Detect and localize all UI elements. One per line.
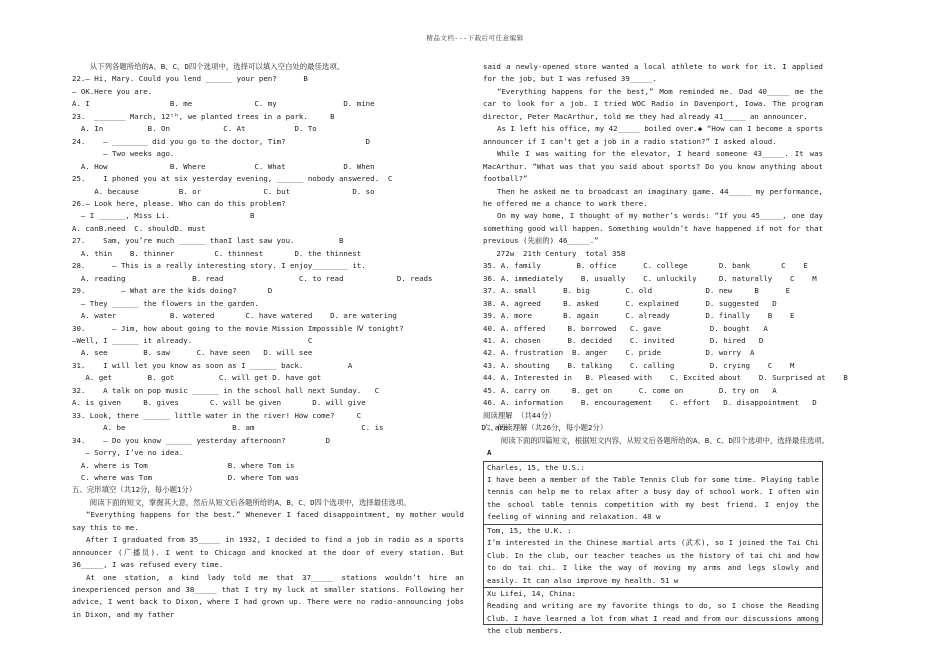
cloze-paragraph: As I left his office, my 42_____ boiled over.◆ “How can I become a sports announcer if I can’t get a job in a radio station?” I asked aloud. [483, 124, 823, 146]
question-line: — Two weeks ago. [72, 149, 175, 159]
right-column [483, 61, 848, 636]
option-line: 38. A. agreed B. asked C. explained D. suggested D [483, 298, 777, 308]
cloze-paragraph: said a newly-opened store wanted a local athlete to work for it. I applied for the job, but I was refused 39_____. [483, 62, 823, 84]
question-line: — They ______ the flowers in the garden. [72, 298, 259, 308]
entry-text: Reading and writing are my favorite things to do, so I chose the Reading Club. I have learned a lot from what I read and from our discussions among the club members. [487, 601, 819, 636]
source-note: 272w 21th Century total 358 [483, 248, 626, 258]
option-line: 43. A. shouting B. talking C. calling D. crying C M [483, 360, 795, 370]
option-line: 36. A. immediately B. usually C. unluckily D. naturally C M [483, 273, 817, 283]
question-line: C. where was Tom D. where Tom was [72, 472, 299, 482]
entry-author: Tom, 15, the U.K. : [487, 525, 572, 535]
cloze-paragraph: “Everything happens for the best.” Whenever I faced disappointment, my mother would say this to me. [72, 510, 464, 532]
cloze-paragraph: After I graduated from 35_____ in 1932, I decided to find a job in radio as a sports announcer (广播员). I went to Chicago and knocked at the door of every station. But 36_____, I was refused every time. [72, 535, 464, 570]
option-list [483, 260, 848, 409]
entry-author: Charles, 15, the U.S.: [487, 462, 585, 472]
section-six-title: 六、阅读理解（共26分，每小题2分） [483, 423, 608, 433]
instruction-line: 从下列各题所给的A、B、C、D四个选项中，选择可以填入空白处的最佳选项。 [72, 62, 345, 71]
left-column [72, 61, 509, 621]
section-five-instruction: 阅读下面的短文，掌握其大意，然后从短文后各题所给的A、B、C、D四个选项中，选择最佳选项。 [72, 497, 411, 507]
question-line: 28. — This is a really interesting story. I enjoy________ it. [72, 261, 366, 271]
option-line: 44. A. Interested in B. Pleased with C. Excited about D. Surprised at B [483, 373, 848, 383]
question-line: 31. I will let you know as soon as I ______ back. A [72, 360, 353, 370]
question-line: — Sorry, I’ve no idea. [72, 448, 184, 458]
reading-passage-box [483, 461, 823, 636]
question-line: 30. — Jim, how about going to the movie Mission Impossible Ⅳ tonight? [72, 323, 404, 333]
question-line: A. is given B. gives C. will be given D. will give [72, 398, 366, 408]
passage-entry [484, 587, 822, 636]
question-line: 33. Look, there ______ little water in the river! How come? C [72, 410, 362, 420]
question-line: — OK.Here you are. [72, 86, 153, 96]
cloze-paragraph: “Everything happens for the best,” Mom reminded me. Dad 40_____ me the car to look for a job. I tried WOC Radio in Davenport, Iowa. The program director, Peter MacArthur, told me they had already 41_____ an announcer. [483, 86, 823, 121]
reading-label: 阅读理解 （共44分） [483, 410, 556, 420]
question-line: A. I B. me C. my D. mine [72, 99, 375, 109]
question-line: A. where is Tom B. where Tom is [72, 460, 295, 470]
question-line: — I ______, Miss Li. B [72, 211, 255, 221]
question-line: 34. — Do you know ______ yesterday afternoon? D [72, 435, 331, 445]
question-line: 25. I phoned you at six yesterday evening, ______ nobody answered. C [72, 174, 393, 184]
question-line: A. thin B. thinner C. thinnest D. the thinnest [72, 248, 362, 258]
question-line: 32. A talk on pop music ______ in the school hall next Sunday. C [72, 385, 380, 395]
passage-entry [484, 524, 822, 587]
option-line: 46. A. information B. encouragement C. effort D. disappointment D [483, 398, 817, 408]
cloze-paragraph: While I was waiting for the elevator, I heard someone 43_____. It was MacArthur. “What was that you said about sports? Do you know anything about football?” [483, 149, 823, 184]
option-line: 35. A. family B. office C. college D. bank C E [483, 261, 808, 271]
option-line: 42. A. frustration B. anger C. pride D. worry A [483, 348, 755, 358]
cloze-paragraph: Then he asked me to broadcast an imaginary game. 44_____ my performance, he offered me a chance to work there. [483, 186, 823, 208]
cloze-paragraph: At one station, a kind lady told me that 37_____ stations wouldn’t hire an inexperienced person and 38_____ that I try my luck at smaller stations. Following her advice, I went back to Dixon, where I had grown up. There were no radio-announcing jobs in Dixon, and my father [72, 572, 464, 619]
question-line: A. be B. am C. is D. are [72, 423, 509, 433]
question-line: 26.— Look here, please. Who can do this problem? [72, 198, 286, 208]
entry-text: I’m interested in the Chinese martial arts (武术), so I joined the Tai Chi Club. In the club, our teacher teaches us the history of tai chi and how to do tai chi. I like the way of moving my arms and legs slowly and easily. It can also improve my health. 51 w [487, 538, 819, 585]
option-line: 40. A. offered B. borrowed C. gave D. bought A [483, 323, 768, 333]
entry-author: Xu Lifei, 14, China: [487, 589, 576, 599]
question-line: A. because B. or C. but D. so [72, 186, 375, 196]
section-six-instruction: 阅读下面的四篇短文，根据短文内容，从短文后各题所给的A、B、C、D四个选项中，选择最佳选项。 [483, 435, 830, 445]
question-line: A. water B. watered C. have watered D. are watering [72, 311, 397, 321]
question-line: —Well, I ______ it already. C [72, 335, 313, 345]
passage-entry [484, 462, 822, 524]
passage-letter: A [487, 448, 492, 458]
question-line: A. How B. Where C. What D. When [72, 161, 375, 171]
question-line: 23. _______ March, 12ᵗʰ, we planted trees in a park. B [72, 111, 335, 121]
question-list [72, 61, 509, 484]
entry-text: I have been a member of the Table Tennis Club for some time. Playing table tennis can help me to relax after a busy day of school work. I often win the school table tennis competition with my best friend. I enjoy the feeling of winning and relaxation. 48 w [487, 474, 819, 522]
question-line: A. see B. saw C. have seen D. will see [72, 348, 313, 358]
question-line: A. get B. got C. will get D. have got [72, 373, 322, 383]
option-line: 39. A. more B. again C. already D. finally B E [483, 311, 795, 321]
option-line: 37. A. small B. big C. old D. new B E [483, 286, 791, 296]
cloze-paragraph: On my way home, I thought of my mother’s words: “If you 45_____, one day something good will happen. Something wouldn’t have happened if not for that previous (先前的) 46_____.” [483, 211, 823, 246]
question-line: 24. — ________ did you go to the doctor, Tim? D [72, 136, 371, 146]
question-line: 22.— Hi, Mary. Could you lend ______ your pen? B [72, 74, 308, 84]
section-five-title: 五、完形填空（共12分，每小题1分） [72, 485, 197, 495]
question-line: 27. Sam, you’re much ______ thanI last saw you. B [72, 236, 344, 246]
question-line: A. reading B. read C. to read D. reads [72, 273, 433, 283]
option-line: 45. A. carry on B. get on C. come on D. try on A [483, 385, 777, 395]
option-line: 41. A. chosen B. decided C. invited D. hired D [483, 335, 764, 345]
question-line: A. In B. On C. At D. To [72, 124, 317, 134]
question-line: A. canB.need C. shouldD. must [72, 223, 206, 233]
page-header: 精品文档---下载后可任意编辑 [426, 34, 524, 42]
question-line: 29. — What are the kids doing? D [72, 286, 273, 296]
